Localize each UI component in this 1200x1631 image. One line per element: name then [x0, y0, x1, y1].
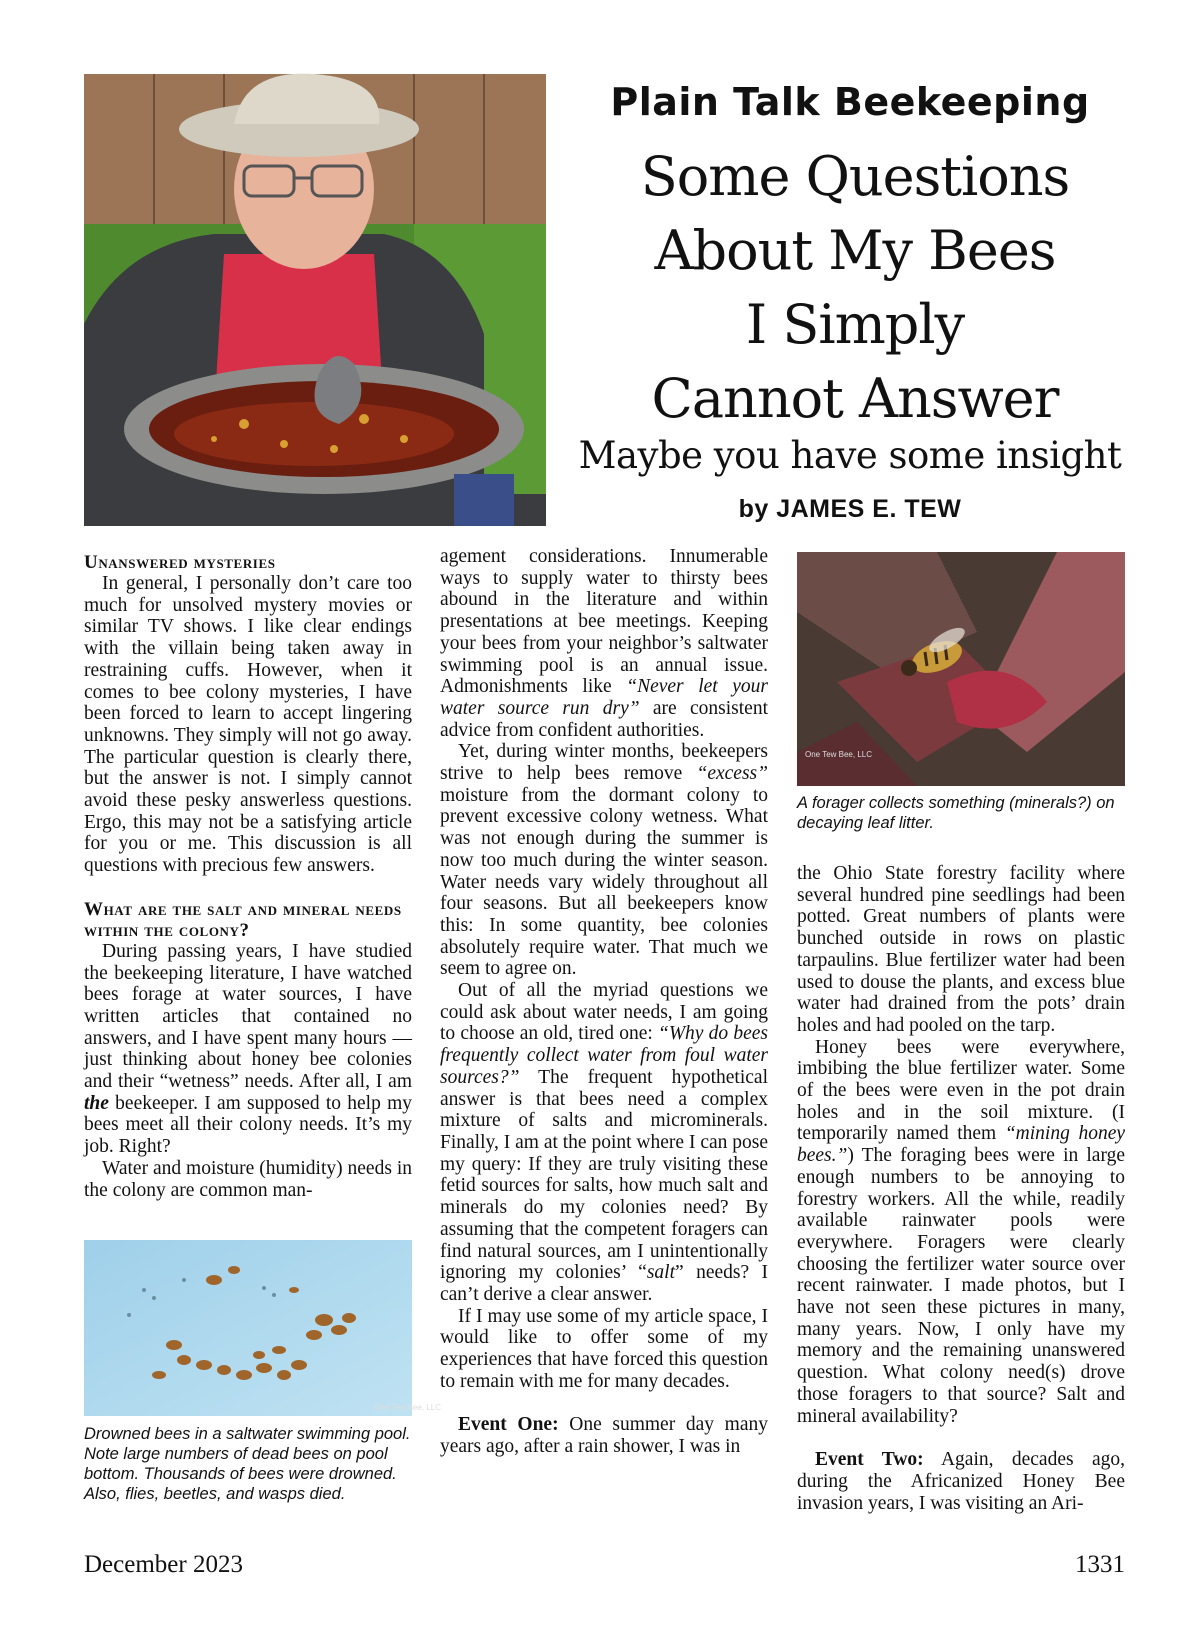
paragraph: During passing years, I have studied the beekeeping literature, I have watched bees forage at water sources, I have written articles that contained no answers, and I have spent many hours — just thinking about honey bee colonies and their “wetness” needs. After all, I am the beekeeper. I am supposed to help my bees meet all their colony needs. It’s my job. Right?: [84, 940, 412, 1158]
photo-caption: Drowned bees in a saltwater swimming pool. Note large numbers of dead bees on pool bottom. Thousands of bees were drowned. Also, flies, beetles, and wasps died.: [84, 1425, 411, 1503]
paragraph: If I may use some of my article space, I would like to offer some of my experiences that have forced this question to remain with me for many decades.: [440, 1305, 768, 1392]
paragraph: Event One: One summer day many years ago, after a rain shower, I was in: [440, 1414, 768, 1458]
article-headline: [575, 140, 1135, 436]
headline-line: Cannot Answer: [651, 367, 1059, 430]
headline-line: About My Bees: [654, 219, 1056, 282]
paragraph: Out of all the myriad questions we could ask about water needs, I am going to choose an old, tired one: “Why do bees frequently collect water from foul water sources?” The frequent hypothetical answer is that bees need a complex mixture of salts and microminerals. Finally, I am at the point where I can pose my query: If they are truly visiting these fetid sources for salts, how much salt and minerals do my colonies need? By assuming that the competent foragers can find natural sources, am I unintentionally ignoring my colonies’ “salt” needs? I can’t derive a clear answer.: [440, 980, 769, 1305]
photo-credit: One Tew Bee, LLC: [374, 1403, 442, 1412]
column-2: [440, 546, 768, 1458]
author-photo: [84, 74, 546, 526]
drowned-bees-photo: [84, 1240, 442, 1416]
article-subtitle: Maybe you have some insight: [578, 434, 1122, 477]
column-3: [797, 863, 1125, 1514]
headline-line: Some Questions: [640, 145, 1070, 208]
paragraph: the Ohio State forestry facility where several hundred pine seedlings had been potted. Great numbers of plants were bunched outside in rows on plastic tarpaulins. Blue fertilizer water had been used to douse the plants, and excess blue water had drained from the pots’ drain holes and had pooled on the tarp.: [797, 863, 1125, 1036]
paragraph: agement considerations. Innumerable ways to supply water to thirsty bees abound in the literature and within presentations at bee meetings. Keeping your bees from your neighbor’s saltwater swimming pool is an annual issue. Admonishments like “Never let your water source run dry” are consistent advice from confident authorities.: [440, 546, 769, 741]
headline-line: I Simply: [745, 293, 965, 356]
forager-leaf-litter-photo: [797, 552, 1125, 786]
photo-caption: A forager collects something (minerals?) on decaying leaf litter.: [797, 794, 1115, 832]
paragraph: Yet, during winter months, beekeepers strive to help bees remove “excess” moisture from the dormant colony to prevent excessive colony wetness. What was not enough during the summer is now too much during the winter season. Water needs vary widely throughout all four seasons. But all beekeepers know this: In some quantity, bee colonies absolutely require water. That much we seem to agree on.: [440, 741, 768, 980]
column-1: [84, 552, 412, 1201]
paragraph: Honey bees were everywhere, imbibing the blue fertilizer water. Some of the bees were even in the pot drain holes and in the soil mixture. (I temporarily named them “mining honey bees.”) The foraging bees were in large enough numbers to be annoying to forestry workers. All the while, readily available rainwater pools were everywhere. Foragers were clearly choosing the fertilizer water source over recent rainwater. I made photos, but I have not seen these pictures in many, many years. Now, I only have my memory and the remaining unanswered question. What colony need(s) drove those foragers to that source? Salt and mineral availability?: [797, 1036, 1126, 1427]
paragraph: Water and moisture (humidity) needs in the colony are common man-: [84, 1157, 412, 1201]
paragraph: In general, I personally don’t care too much for unsolved mystery movies or similar TV shows. I like clear endings with the villain being taken away in restraining cuffs. However, when it comes to bee colony mysteries, I have been forced to learn to accept lingering unknowns. They simply will not go away. The particular question is clearly there, but the answer is not. I simply cannot avoid these pesky answerless questions. Ergo, this may not be a satisfying article for you or me. This discussion is all questions with precious few answers.: [84, 573, 412, 877]
section-heading: What are the salt and mineral needs within the colony?: [84, 898, 402, 941]
section-heading: Unanswered mysteries: [84, 552, 276, 573]
paragraph: Event Two: Again, decades ago, during the Africanized Honey Bee invasion years, I was visiting an Ari-: [797, 1449, 1125, 1514]
issue-date: December 2023: [84, 1551, 243, 1578]
series-title: Plain Talk Beekeeping: [610, 80, 1090, 124]
byline: by JAMES E. TEW: [738, 495, 962, 523]
photo-credit: One Tew Bee, LLC: [805, 750, 873, 759]
page-number: 1331: [1075, 1551, 1125, 1578]
